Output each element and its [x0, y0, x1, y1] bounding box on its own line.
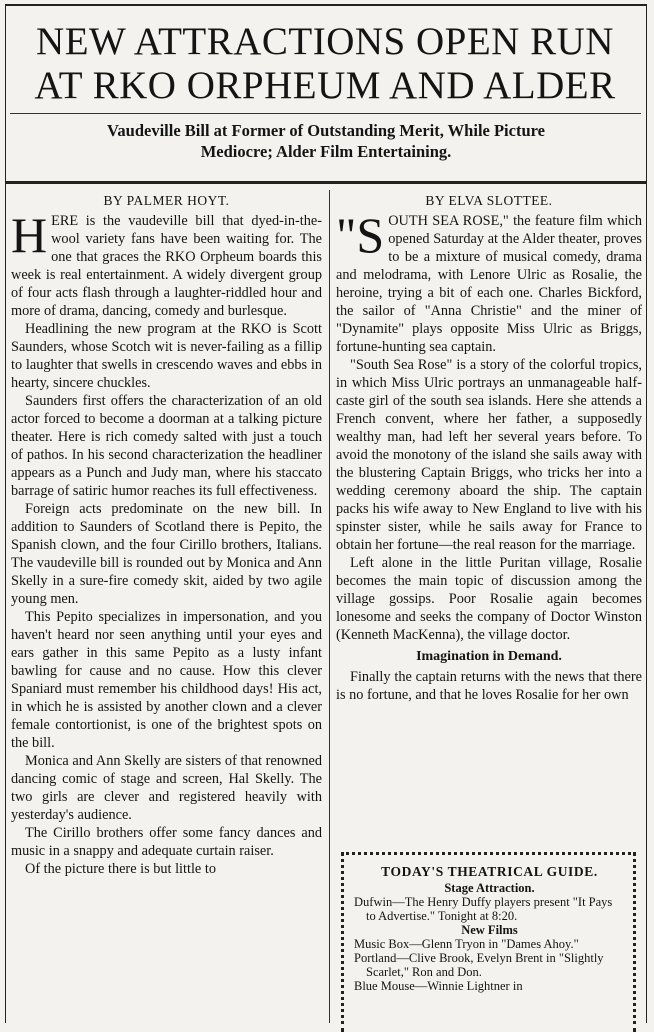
paragraph: Monica and Ann Skelly are sisters of that renowned dancing comic of stage and screen, Hal Skelly. The two girls are clever and registered heavily with yesterday's audience.: [11, 753, 322, 823]
headline-rule: [10, 113, 641, 114]
guide-listing: Portland—Clive Brook, Evelyn Brent in "Slightly Scarlet," Ron and Don.: [354, 951, 604, 979]
orpheum-review-column: [11, 192, 322, 878]
headline-line-2: AT RKO ORPHEUM AND ALDER: [34, 64, 616, 107]
paragraph: Foreign acts predominate on the new bill. In addition to Saunders of Scotland there is Pepito, the Spanish clown, and the four Cirillo brothers, Italians. The vaudeville bill is rounded out by Monica and Ann Skelly in a sure-fire comedy skit, aided by two agile young men.: [11, 501, 322, 607]
guide-listing: Dufwin—The Henry Duffy players present "It Pays to Advertise." Tonight at 8:20.: [354, 895, 613, 923]
guide-listing: Music Box—Glenn Tryon in "Dames Ahoy.": [354, 937, 579, 951]
deck-line-1: Vaudeville Bill at Former of Outstanding Merit, While Picture: [107, 121, 545, 140]
theatrical-guide-box: [341, 852, 636, 1032]
headline-box: [10, 10, 640, 110]
lead-paragraph-text: ERE is the vaudeville bill that dyed-in-the-wool variety fans have been waiting for. The one that graces the RKO Orpheum boards this week is real entertainment. A widely divergent group of four acts flash through a laughter-riddled hour and more of drama, dancing, comedy and burlesque.: [11, 213, 322, 319]
headline-line-1: NEW ATTRACTIONS OPEN RUN: [36, 20, 614, 63]
paragraph: "South Sea Rose" is a story of the colorful tropics, in which Miss Ulric portrays an unmanageable half-caste girl of the south sea islands. Here she attends a French convent, where her father, a supposedly wealthy man, had left her several years before. To avoid the monotony of the island she sails away with the blustering Captain Briggs, who tricks her into a wedding ceremony aboard the ship. The captain packs his wife away to New England to live with his spinster sister, while he sails away for France to obtain her fortune—the real reason for the marriage.: [336, 357, 642, 553]
guide-stage-heading: Stage Attraction.: [444, 881, 535, 895]
deck-line-2: Mediocre; Alder Film Entertaining.: [200, 142, 452, 161]
lead-paragraph: [336, 207, 642, 356]
lead-paragraph: [11, 207, 322, 320]
lead-paragraph-text: OUTH SEA ROSE," the feature film which opened Saturday at the Alder theater, proves to be a mixture of musical comedy, drama and melodrama, with Lenore Ulric as Rosalie, the heroine, trying a bit of each one. Charles Bickford, the sailor of "Anna Christie" and the miner of "Dynamite" plays opposite Miss Ulric as Briggs, fortune-hunting sea captain.: [336, 213, 642, 355]
byline-hoyt: BY PALMER HOYT.: [103, 193, 230, 208]
paragraph: Of the picture there is but little to: [25, 861, 216, 877]
column-rule: [329, 190, 330, 1023]
section-subhead: Imagination in Demand.: [416, 649, 562, 664]
paragraph: Finally the captain returns with the news that there is no fortune, and that he loves Rosalie for her own: [336, 669, 642, 703]
byline-slottee: BY ELVA SLOTTEE.: [425, 193, 553, 208]
deck-rule: [5, 181, 647, 184]
paragraph: Left alone in the little Puritan village, Rosalie becomes the main topic of discussion among the village gossips. Poor Rosalie again becomes lonesome and seeks the company of Doctor Winston (Kenneth MacKenna), the village doctor.: [336, 555, 642, 643]
headline: [10, 10, 640, 108]
right-border-rule: [646, 4, 647, 1023]
paragraph: Saunders first offers the characterization of an old actor forced to become a doorman at a talking picture theater. Here is rich comedy salted with just a touch of pathos. In his second characterization the headliner appears as a Punch and Judy man, where his staccato barrage of satiric humor reaches its full effectiveness.: [11, 393, 322, 499]
drop-cap: "S: [336, 207, 385, 263]
guide-listing: Blue Mouse—Winnie Lightner in: [354, 979, 523, 993]
paragraph: Headlining the new program at the RKO is Scott Saunders, whose Scotch wit is never-failing as a fillip to laughter that swells in crescendo waves and ebbs in hearty, sincere chuckles.: [11, 321, 322, 391]
top-rule: [5, 4, 647, 6]
alder-review-column: [336, 192, 642, 704]
paragraph: The Cirillo brothers offer some fancy dances and music in a snappy and adequate curtain raiser.: [11, 825, 322, 859]
paragraph: This Pepito specializes in impersonation, and you haven't heard nor seen anything until your eyes and ears gather in this same Pepito as a lusty infant bawling for cause and no cause. How this clever Spaniard must remember his childhood days! His act, in which he is assisted by another clown and a clever female contortionist, is one of the brightest spots on the bill.: [11, 609, 322, 751]
left-border-rule: [5, 4, 6, 1023]
guide-title: TODAY'S THEATRICAL GUIDE.: [381, 864, 598, 879]
deck: [18, 120, 634, 162]
drop-cap: H: [11, 207, 48, 263]
guide-films-heading: New Films: [461, 923, 518, 937]
